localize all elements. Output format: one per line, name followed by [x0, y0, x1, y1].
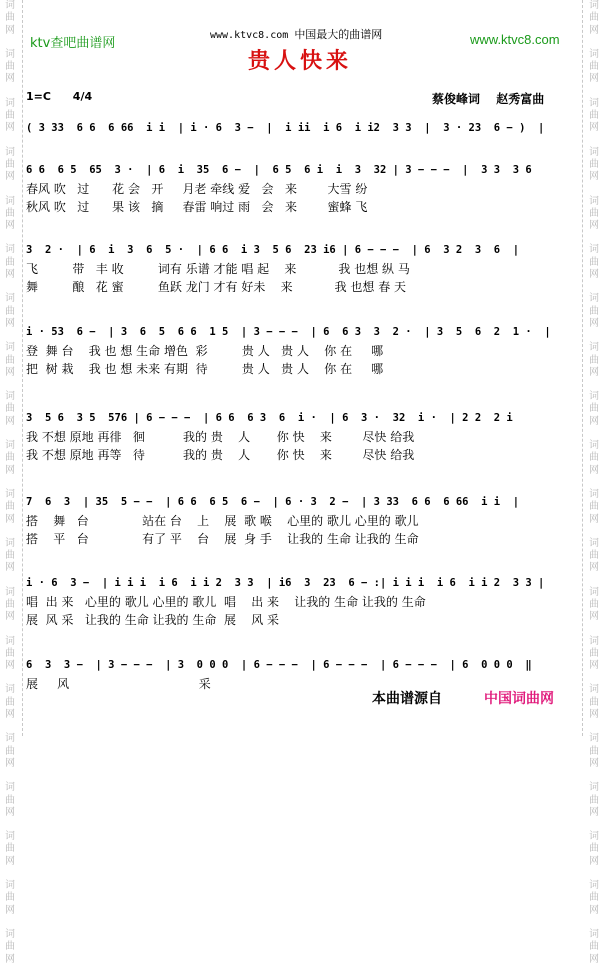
watermark-char: 网 [5, 562, 15, 574]
watermark-group [589, 684, 599, 721]
credits [432, 90, 556, 107]
watermark-group [5, 49, 15, 86]
watermark-char: 词 [589, 391, 599, 403]
watermark-char: 词 [5, 293, 15, 305]
watermark-char: 词 [589, 928, 599, 940]
watermark-char: 网 [5, 660, 15, 672]
watermark-char: 词 [5, 97, 15, 109]
watermark-group [589, 49, 599, 86]
watermark-char: 曲 [5, 12, 15, 24]
notation-line: i · 53 6 − | 3 6 5 6 6 1 5 | 3 − − − | 6 6 3 3 2 · | 3 5 6 2 1 · | [26, 326, 551, 338]
watermark-char: 词 [5, 635, 15, 647]
watermark-char: 曲 [589, 305, 599, 317]
watermark-char: 曲 [5, 598, 15, 610]
watermark-char: 词 [589, 293, 599, 305]
watermark-char: 词 [5, 488, 15, 500]
watermark-char: 曲 [5, 745, 15, 757]
watermark-group [5, 587, 15, 624]
notation-line: ( 3 33 6 6 6 66 i i | i · 6 3 − | i ii i 6 i i2 3 3 | 3 · 23 6 − ) | [26, 122, 545, 134]
watermark-group [589, 440, 599, 477]
watermark-char: 词 [589, 195, 599, 207]
watermark-char: 曲 [589, 892, 599, 904]
watermark-char: 词 [589, 684, 599, 696]
watermark-group [5, 147, 15, 184]
watermark-char: 词 [5, 195, 15, 207]
watermark-char: 词 [589, 48, 599, 60]
watermark-char: 词 [5, 0, 15, 11]
watermark-char: 词 [589, 244, 599, 256]
score-system [26, 408, 566, 464]
source-site: 中国词曲网 [484, 691, 554, 707]
watermark-char: 词 [5, 733, 15, 745]
watermark-group [589, 782, 599, 819]
watermark-group [5, 0, 15, 37]
watermark-group [5, 244, 15, 281]
watermark-char: 网 [5, 24, 15, 36]
watermark-char: 网 [589, 464, 599, 476]
watermark-group [5, 880, 15, 917]
composer: 赵秀富曲 [496, 92, 545, 106]
watermark-char: 网 [5, 953, 15, 965]
notation-line: 6 3 3 − | 3 − − − | 3 0 0 0 | 6 − − − | 6 − − − | 6 − − − | 6 0 0 0 ‖ [26, 659, 532, 671]
watermark-char: 网 [5, 171, 15, 183]
watermark-char: 网 [5, 220, 15, 232]
watermark-char: 曲 [589, 354, 599, 366]
watermark-char: 曲 [589, 256, 599, 268]
watermark-char: 词 [5, 782, 15, 794]
watermark-group [5, 391, 15, 428]
watermark-group [589, 293, 599, 330]
watermark-char: 曲 [589, 452, 599, 464]
watermark-char: 网 [589, 953, 599, 965]
watermark-char: 曲 [5, 256, 15, 268]
time-signature: 4/4 [72, 90, 93, 103]
notation-line: 6 6 6 5 65 3 · | 6 i 35 6 − | 6 5 6 i i 3 32 | 3 − − − | 3 3 3 6 [26, 164, 532, 176]
watermark-char: 词 [589, 880, 599, 892]
watermark-char: 词 [5, 244, 15, 256]
watermark-char: 曲 [589, 843, 599, 855]
lyric-line: 登 舞 台 我 也 想 生命 增色 彩 贵 人 贵 人 你 在 哪 [26, 344, 384, 358]
watermark-char: 网 [589, 806, 599, 818]
watermark-char: 曲 [589, 158, 599, 170]
watermark-group [5, 782, 15, 819]
lyric-line: 搭 舞 台 站在 台 上 展 歌 喉 心里的 歌儿 心里的 歌儿 [26, 514, 419, 528]
right-dashed-border [582, 0, 583, 736]
watermark-char: 曲 [589, 941, 599, 953]
lyric-line: 春风 吹 过 花 会 开 月老 牵线 爱 会 来 大雪 纷 [26, 182, 368, 196]
watermark-char: 曲 [5, 647, 15, 659]
watermark-char: 词 [589, 440, 599, 452]
watermark-group [589, 98, 599, 135]
watermark-char: 曲 [5, 305, 15, 317]
watermark-char: 词 [5, 146, 15, 158]
lyric-line: 舞 酿 花 蜜 鱼跃 龙门 才有 好未 来 我 也想 春 天 [26, 280, 407, 294]
lyric-line: 秋风 吹 过 果 该 摘 春雷 响过 雨 会 来 蜜蜂 飞 [26, 200, 368, 214]
watermark-group [589, 147, 599, 184]
watermark-char: 网 [589, 855, 599, 867]
watermark-char: 曲 [589, 403, 599, 415]
watermark-char: 曲 [5, 550, 15, 562]
watermark-char: 词 [5, 684, 15, 696]
site-url-right: www.ktvc8.com [470, 32, 560, 47]
watermark-char: 词 [5, 391, 15, 403]
score-system [26, 492, 566, 548]
left-dashed-border [22, 0, 23, 736]
watermark-char: 网 [5, 366, 15, 378]
watermark-char: 网 [589, 220, 599, 232]
watermark-char: 网 [589, 269, 599, 281]
watermark-group [589, 880, 599, 917]
watermark-char: 网 [5, 513, 15, 525]
watermark-char: 网 [5, 806, 15, 818]
watermark-char: 曲 [5, 207, 15, 219]
watermark-char: 网 [5, 855, 15, 867]
notation-line: 7 6 3 | 35 5 − − | 6 6 6 5 6 − | 6 · 3 2 − | 3 33 6 6 6 66 i i | [26, 496, 520, 508]
watermark-char: 曲 [589, 794, 599, 806]
lyric-line: 我 不想 原地 再徘 徊 我的 贵 人 你 快 来 尽快 给我 [26, 430, 415, 444]
lyric-line: 展 风 采 [26, 677, 211, 691]
watermark-char: 网 [589, 366, 599, 378]
watermark-char: 曲 [5, 501, 15, 513]
watermark-char: 词 [589, 97, 599, 109]
watermark-char: 网 [5, 757, 15, 769]
watermark-group [589, 342, 599, 379]
watermark-char: 曲 [5, 158, 15, 170]
watermark-char: 词 [589, 146, 599, 158]
watermark-char: 词 [5, 342, 15, 354]
watermark-char: 网 [5, 73, 15, 85]
watermark-char: 词 [589, 586, 599, 598]
watermark-group [589, 0, 599, 37]
site-banner [210, 26, 382, 42]
watermark-group [5, 831, 15, 868]
watermark-group [589, 636, 599, 673]
watermark-char: 网 [589, 317, 599, 329]
watermark-char: 词 [589, 782, 599, 794]
watermark-char: 网 [589, 171, 599, 183]
watermark-char: 曲 [589, 12, 599, 24]
watermark-group [5, 684, 15, 721]
watermark-char: 曲 [5, 110, 15, 122]
left-watermark-column [0, 0, 20, 965]
watermark-char: 曲 [589, 110, 599, 122]
watermark-char: 网 [589, 73, 599, 85]
watermark-char: 词 [589, 0, 599, 11]
watermark-group [589, 244, 599, 281]
watermark-char: 词 [5, 537, 15, 549]
watermark-group [5, 538, 15, 575]
watermark-char: 词 [5, 831, 15, 843]
watermark-char: 曲 [589, 550, 599, 562]
notation-line: i · 6 3 − | i i i i 6 i i 2 3 3 | i6 3 23 6 − :| i i i i 6 i i 2 3 3 | [26, 577, 545, 589]
watermark-char: 网 [5, 415, 15, 427]
watermark-char: 曲 [589, 207, 599, 219]
watermark-group [5, 98, 15, 135]
source-label: 本曲谱源自 [372, 691, 442, 707]
watermark-group [589, 538, 599, 575]
watermark-char: 网 [5, 122, 15, 134]
watermark-char: 曲 [5, 61, 15, 73]
watermark-char: 网 [589, 660, 599, 672]
watermark-group [5, 733, 15, 770]
watermark-char: 网 [5, 709, 15, 721]
watermark-char: 词 [5, 880, 15, 892]
watermark-char: 网 [5, 269, 15, 281]
watermark-char: 词 [589, 733, 599, 745]
watermark-char: 网 [5, 611, 15, 623]
right-watermark-column [584, 0, 604, 965]
watermark-char: 词 [5, 928, 15, 940]
notation-line: 3 2 · | 6 i 3 6 5 · | 6 6 i 3 5 6 23 i6 | 6 − − − | 6 3 2 3 6 | [26, 244, 520, 256]
watermark-char: 网 [589, 611, 599, 623]
watermark-char: 曲 [589, 598, 599, 610]
watermark-group [5, 929, 15, 966]
watermark-group [5, 489, 15, 526]
watermark-char: 网 [5, 904, 15, 916]
watermark-char: 曲 [5, 696, 15, 708]
song-title: 贵人快来 [248, 48, 353, 74]
watermark-char: 曲 [5, 452, 15, 464]
score-system [26, 322, 566, 378]
watermark-group [589, 391, 599, 428]
watermark-char: 曲 [589, 501, 599, 513]
key-signature [26, 90, 110, 103]
watermark-char: 词 [5, 586, 15, 598]
watermark-char: 曲 [589, 647, 599, 659]
watermark-char: 网 [589, 24, 599, 36]
watermark-char: 词 [589, 831, 599, 843]
watermark-char: 网 [589, 415, 599, 427]
watermark-group [5, 440, 15, 477]
watermark-char: 网 [589, 513, 599, 525]
watermark-char: 词 [5, 48, 15, 60]
score-system [26, 160, 566, 216]
key: 1=C [26, 90, 51, 103]
watermark-char: 曲 [589, 745, 599, 757]
lyricist: 蔡俊峰词 [432, 92, 481, 106]
watermark-group [589, 196, 599, 233]
site-tagline: 中国最大的曲谱网 [294, 28, 383, 41]
lyric-line: 搭 平 台 有了 平 台 展 身 手 让我的 生命 让我的 生命 [26, 532, 419, 546]
watermark-group [589, 587, 599, 624]
watermark-char: 曲 [5, 403, 15, 415]
watermark-char: 曲 [5, 892, 15, 904]
watermark-char: 词 [5, 440, 15, 452]
watermark-char: 曲 [5, 843, 15, 855]
watermark-char: 网 [589, 904, 599, 916]
score-system [26, 573, 566, 629]
lyric-line: 我 不想 原地 再等 待 我的 贵 人 你 快 来 尽快 给我 [26, 448, 415, 462]
watermark-group [5, 636, 15, 673]
site-name-left: ktv查吧曲谱网 [30, 36, 116, 51]
watermark-char: 曲 [5, 794, 15, 806]
watermark-char: 曲 [5, 354, 15, 366]
watermark-group [589, 929, 599, 966]
watermark-char: 曲 [589, 61, 599, 73]
notation-line: 3 5 6 3 5 576 | 6 − − − | 6 6 6 3 6 i · | 6 3 · 32 i · | 2 2 2 i [26, 412, 513, 424]
score-system [26, 118, 566, 138]
watermark-char: 网 [5, 317, 15, 329]
lyric-line: 飞 带 丰 收 词有 乐谱 才能 唱 起 来 我 也想 纵 马 [26, 262, 410, 276]
score-system [26, 240, 566, 296]
watermark-char: 网 [589, 122, 599, 134]
watermark-char: 词 [589, 635, 599, 647]
watermark-char: 网 [589, 562, 599, 574]
watermark-group [5, 196, 15, 233]
watermark-group [5, 342, 15, 379]
watermark-group [589, 489, 599, 526]
site-url: www.ktvc8.com [210, 30, 289, 41]
watermark-char: 词 [589, 342, 599, 354]
watermark-char: 网 [5, 464, 15, 476]
watermark-group [589, 733, 599, 770]
watermark-group [5, 293, 15, 330]
watermark-char: 网 [589, 757, 599, 769]
watermark-char: 网 [589, 709, 599, 721]
lyric-line: 展 风 采 让我的 生命 让我的 生命 展 风 采 [26, 613, 280, 627]
watermark-char: 曲 [5, 941, 15, 953]
lyric-line: 唱 出 来 心里的 歌儿 心里的 歌儿 唱 出 来 让我的 生命 让我的 生命 [26, 595, 426, 609]
watermark-char: 曲 [589, 696, 599, 708]
watermark-char: 词 [589, 488, 599, 500]
watermark-char: 词 [589, 537, 599, 549]
watermark-group [589, 831, 599, 868]
lyric-line: 把 树 栽 我 也 想 未来 有期 待 贵 人 贵 人 你 在 哪 [26, 362, 384, 376]
